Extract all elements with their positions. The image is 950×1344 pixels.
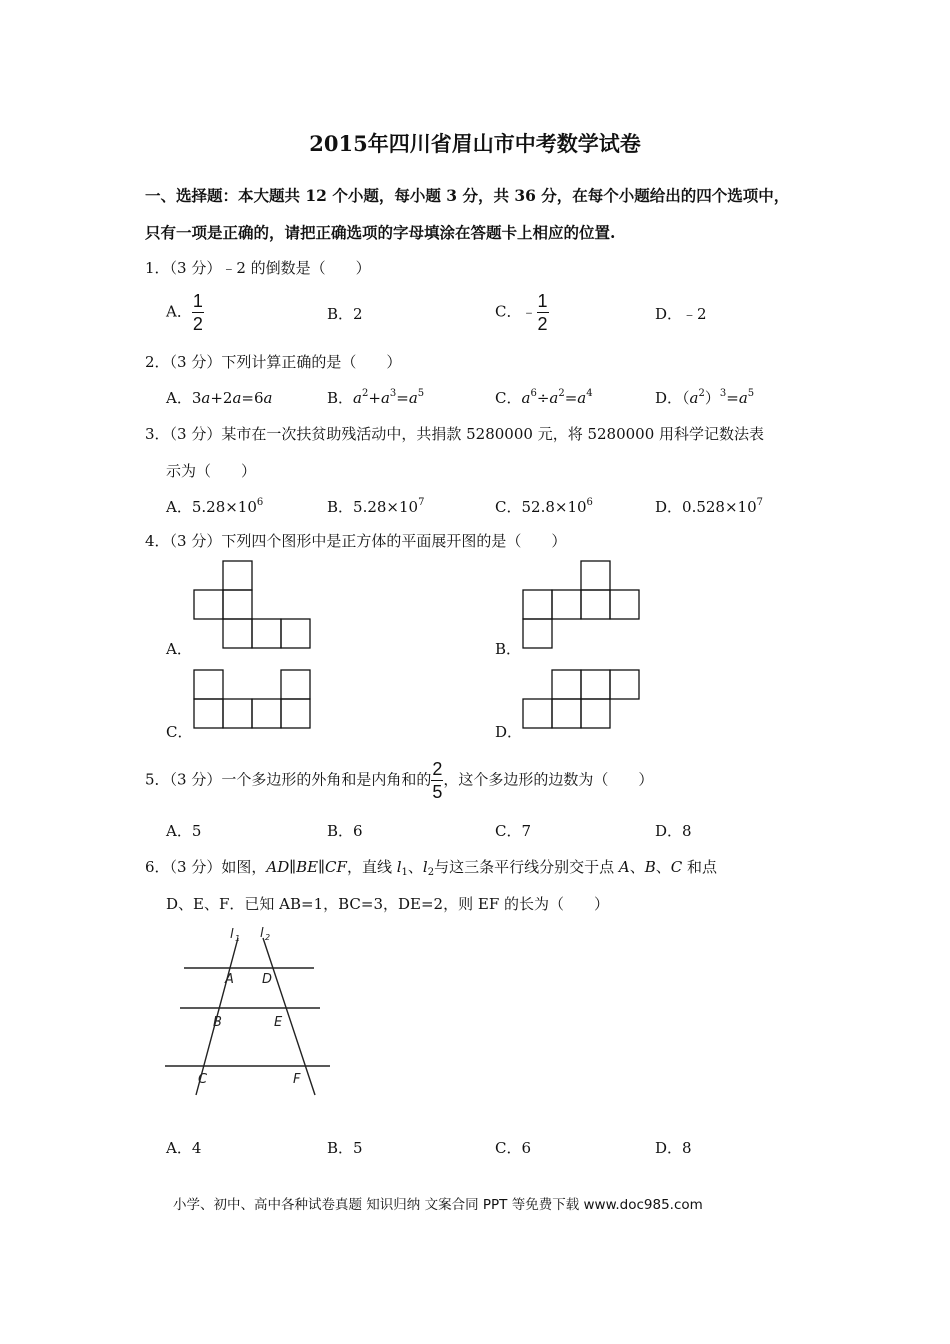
label-l1-sub: 1 [235,934,241,943]
q2-option-b: B．$a^2+a^3=a^5$ [327,388,425,407]
q1-option-a: A． $\frac{1}{2}$ [166,291,203,334]
q6-option-d: D．8 [655,1139,692,1157]
section-instructions-line2: 只有一项是正确的，请把正确选项的字母填涂在答题卡上相应的位置. [145,223,616,242]
q5-option-c: C．7 [495,822,532,840]
q3-option-a: A．$5.28\times 10^6$ [166,497,264,516]
q5-option-b: B．6 [327,822,363,840]
page-title: 2015年四川省眉山市中考数学试卷 [309,131,641,156]
q2-option-d: D．$(a^2)^3=a^5$ [655,388,755,407]
q5-option-a: A．5 [166,822,202,840]
q4-figure-d [520,667,645,732]
label-E: E [274,1015,283,1030]
q4-option-d: D． [495,723,523,741]
label-D: D [262,972,273,987]
section-instructions-line1: 一、选择题：本大题共 12 个小题，每小题 3 分，共 36 分，在每个小题给出的四个选项中， [145,186,790,205]
question-2-stem: 2．（3 分）下列计算正确的是（ ） [145,353,402,371]
q1-option-d: D．﹣2 [655,305,707,323]
q4-figure-b [520,558,645,651]
label-C: C [198,1072,208,1087]
label-l2: l [260,926,264,941]
q4-option-a: A． [166,640,192,658]
q3-option-b: B．$5.28\times 10^7$ [327,497,425,516]
q1-option-c: C．﹣ $\frac{1}{2}$ [495,291,548,334]
q1-option-b: B．2 [327,305,363,323]
q4-option-c: C． [166,723,193,741]
label-A: A [225,972,234,987]
question-6-stem-line2: D、E、F．已知 AB=1，BC=3，DE=2，则 EF 的长为（ ） [166,895,609,913]
q4-option-b: B． [495,640,522,658]
question-5-stem: 5．（3 分）一个多边形的外角和是内角和的 $\frac{2}{5}$ ，这个多边形的边数为（ ） [145,759,654,802]
q6-option-c: C．6 [495,1139,532,1157]
page-footer: 小学、初中、高中各种试卷真题 知识归纳 文案合同 PPT 等免费下载 www.doc985.com [173,1197,703,1213]
label-l1: l [230,927,234,942]
label-F: F [293,1072,301,1087]
question-6-stem-line1: 6．（3 分）如图，AD∥BE∥CF，直线 $l_1$、$l_2$与这三条平行线分别交于点 A、B、C 和点 [145,858,718,878]
label-B: B [213,1015,222,1030]
question-3-stem-line1: 3．（3 分）某市在一次扶贫助残活动中，共捐款 5280000 元，将 5280000 用科学记数法表 [145,425,765,443]
q5-option-d: D．8 [655,822,692,840]
q6-option-a: A．4 [166,1139,202,1157]
question-1-stem: 1．（3 分）﹣2 的倒数是（ ） [145,259,371,277]
q3-option-d: D．$0.528\times 10^7$ [655,497,763,516]
q2-option-a: A．3a+2a=6a [166,389,273,407]
question-3-stem-line2: 示为（ ） [166,462,257,480]
q2-option-c: C．$a^6\div a^2=a^4$ [495,388,593,407]
q3-option-c: C．$52.8\times 10^6$ [495,497,593,516]
q4-figure-c [190,667,315,732]
q6-option-b: B．5 [327,1139,363,1157]
label-l2-sub: 2 [265,933,271,942]
question-4-stem: 4．（3 分）下列四个图形中是正方体的平面展开图的是（ ） [145,532,567,550]
q6-parallel-lines-figure [160,920,335,1102]
q4-figure-a [190,558,315,651]
